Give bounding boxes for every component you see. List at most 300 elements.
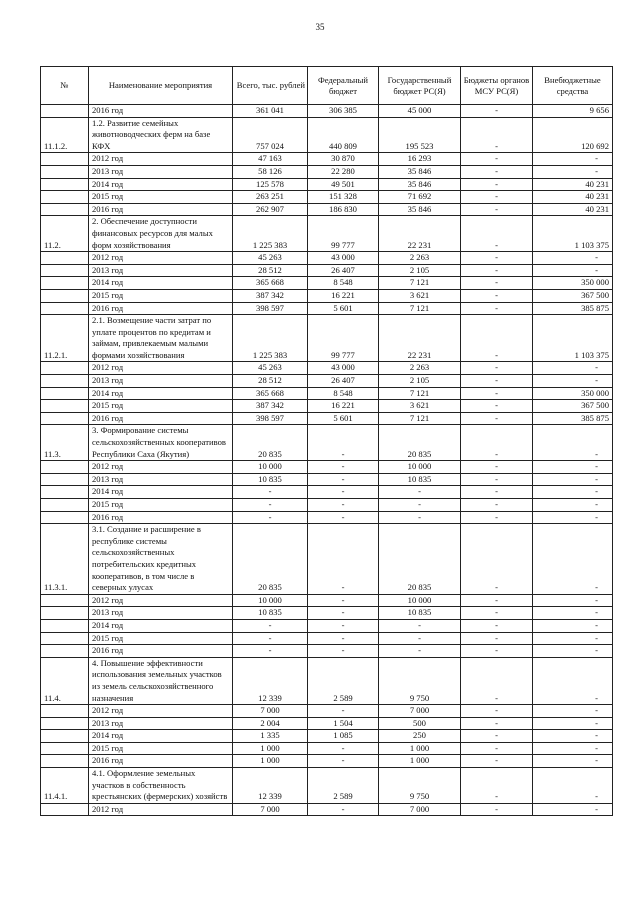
- cell-total: 45 263: [233, 362, 308, 375]
- cell-name: 2015 год: [89, 191, 233, 204]
- cell-extra: -: [533, 375, 613, 388]
- header-extra: Внебюджетные средства: [533, 67, 613, 105]
- cell-extra: -: [533, 461, 613, 474]
- year-row: [41, 105, 613, 118]
- cell-name: 2014 год: [89, 178, 233, 191]
- header-msu: Бюджеты органов МСУ РС(Я): [461, 67, 533, 105]
- cell-state: 35 846: [379, 203, 461, 216]
- cell-total: 1 000: [233, 742, 308, 755]
- cell-msu: -: [461, 657, 533, 704]
- cell-federal: 16 221: [308, 400, 379, 413]
- cell-number: [41, 264, 89, 277]
- cell-msu: -: [461, 203, 533, 216]
- cell-msu: -: [461, 400, 533, 413]
- cell-state: 7 000: [379, 803, 461, 816]
- cell-number: [41, 486, 89, 499]
- year-row: [41, 511, 613, 524]
- cell-msu: -: [461, 645, 533, 658]
- cell-msu: -: [461, 755, 533, 768]
- cell-total: 387 342: [233, 289, 308, 302]
- cell-number: [41, 387, 89, 400]
- cell-total: 365 668: [233, 387, 308, 400]
- cell-total: -: [233, 632, 308, 645]
- cell-msu: -: [461, 425, 533, 461]
- cell-total: -: [233, 511, 308, 524]
- cell-msu: -: [461, 178, 533, 191]
- cell-name: 2014 год: [89, 619, 233, 632]
- cell-federal: -: [308, 499, 379, 512]
- cell-number: [41, 594, 89, 607]
- year-row: [41, 730, 613, 743]
- cell-msu: -: [461, 619, 533, 632]
- cell-federal: 1 504: [308, 717, 379, 730]
- cell-extra: -: [533, 473, 613, 486]
- cell-state: 20 835: [379, 425, 461, 461]
- cell-msu: -: [461, 412, 533, 425]
- cell-total: 7 000: [233, 705, 308, 718]
- cell-extra: 40 231: [533, 178, 613, 191]
- cell-extra: -: [533, 730, 613, 743]
- year-row: [41, 178, 613, 191]
- cell-extra: -: [533, 742, 613, 755]
- cell-federal: 43 000: [308, 362, 379, 375]
- cell-msu: -: [461, 387, 533, 400]
- year-row: [41, 412, 613, 425]
- cell-total: 262 907: [233, 203, 308, 216]
- cell-msu: -: [461, 105, 533, 118]
- cell-total: 757 024: [233, 117, 308, 153]
- cell-total: 263 251: [233, 191, 308, 204]
- cell-msu: -: [461, 803, 533, 816]
- cell-state: 22 231: [379, 315, 461, 362]
- year-row: [41, 252, 613, 265]
- year-row: [41, 400, 613, 413]
- cell-total: 1 335: [233, 730, 308, 743]
- cell-federal: -: [308, 742, 379, 755]
- year-row: [41, 594, 613, 607]
- cell-total: 58 126: [233, 165, 308, 178]
- cell-number: [41, 705, 89, 718]
- cell-federal: -: [308, 803, 379, 816]
- cell-federal: -: [308, 486, 379, 499]
- cell-state: 71 692: [379, 191, 461, 204]
- year-row: [41, 473, 613, 486]
- cell-name: 2012 год: [89, 594, 233, 607]
- cell-federal: 1 085: [308, 730, 379, 743]
- cell-state: -: [379, 511, 461, 524]
- cell-total: 10 835: [233, 473, 308, 486]
- cell-number: [41, 755, 89, 768]
- cell-federal: -: [308, 594, 379, 607]
- cell-federal: -: [308, 607, 379, 620]
- cell-number: 11.3.1.: [41, 524, 89, 595]
- cell-name: 2016 год: [89, 645, 233, 658]
- cell-name: 2013 год: [89, 165, 233, 178]
- cell-state: 7 121: [379, 387, 461, 400]
- cell-state: 35 846: [379, 178, 461, 191]
- year-row: [41, 387, 613, 400]
- year-row: [41, 607, 613, 620]
- cell-name: 2013 год: [89, 473, 233, 486]
- cell-state: 2 263: [379, 362, 461, 375]
- cell-name: 2016 год: [89, 302, 233, 315]
- cell-msu: -: [461, 117, 533, 153]
- cell-number: [41, 619, 89, 632]
- section-row: [41, 216, 613, 252]
- cell-msu: -: [461, 511, 533, 524]
- cell-name: 2012 год: [89, 362, 233, 375]
- cell-extra: -: [533, 524, 613, 595]
- budget-table: [40, 66, 613, 816]
- cell-federal: 30 870: [308, 153, 379, 166]
- cell-name: 2.1. Возмещение части затрат по уплате процентов по кредитам и займам, привлекаемым малыми формами хозяйствования: [89, 315, 233, 362]
- cell-name: 2013 год: [89, 264, 233, 277]
- cell-name: 2015 год: [89, 289, 233, 302]
- cell-federal: 8 548: [308, 277, 379, 290]
- cell-total: 28 512: [233, 375, 308, 388]
- cell-name: 2013 год: [89, 607, 233, 620]
- cell-extra: -: [533, 165, 613, 178]
- cell-total: 1 225 383: [233, 315, 308, 362]
- cell-name: 2012 год: [89, 705, 233, 718]
- cell-federal: -: [308, 524, 379, 595]
- cell-msu: -: [461, 277, 533, 290]
- cell-total: -: [233, 645, 308, 658]
- section-row: [41, 657, 613, 704]
- cell-state: 7 000: [379, 705, 461, 718]
- year-row: [41, 264, 613, 277]
- cell-total: 45 263: [233, 252, 308, 265]
- cell-name: 2012 год: [89, 461, 233, 474]
- cell-state: 7 121: [379, 277, 461, 290]
- cell-extra: -: [533, 755, 613, 768]
- cell-extra: -: [533, 632, 613, 645]
- cell-total: 10 835: [233, 607, 308, 620]
- cell-msu: -: [461, 315, 533, 362]
- cell-extra: 120 692: [533, 117, 613, 153]
- cell-msu: -: [461, 499, 533, 512]
- cell-number: [41, 289, 89, 302]
- cell-msu: -: [461, 461, 533, 474]
- cell-state: 45 000: [379, 105, 461, 118]
- cell-number: [41, 607, 89, 620]
- section-row: [41, 768, 613, 804]
- cell-total: 365 668: [233, 277, 308, 290]
- cell-msu: -: [461, 730, 533, 743]
- cell-total: 10 000: [233, 594, 308, 607]
- cell-federal: 2 589: [308, 768, 379, 804]
- cell-msu: -: [461, 705, 533, 718]
- cell-total: 398 597: [233, 302, 308, 315]
- header-name: Наименование мероприятия: [89, 67, 233, 105]
- cell-federal: 43 000: [308, 252, 379, 265]
- cell-number: [41, 717, 89, 730]
- cell-name: 2014 год: [89, 387, 233, 400]
- header-state: Государственный бюджет РС(Я): [379, 67, 461, 105]
- cell-name: 2015 год: [89, 632, 233, 645]
- cell-number: 11.3.: [41, 425, 89, 461]
- cell-extra: -: [533, 425, 613, 461]
- cell-msu: -: [461, 607, 533, 620]
- cell-name: 2016 год: [89, 412, 233, 425]
- cell-name: 2012 год: [89, 803, 233, 816]
- cell-number: [41, 191, 89, 204]
- cell-number: [41, 412, 89, 425]
- cell-msu: -: [461, 191, 533, 204]
- cell-total: 1 000: [233, 755, 308, 768]
- cell-number: 11.2.1.: [41, 315, 89, 362]
- year-row: [41, 632, 613, 645]
- table-body: [41, 105, 613, 816]
- cell-extra: 40 231: [533, 191, 613, 204]
- cell-msu: -: [461, 216, 533, 252]
- cell-state: 500: [379, 717, 461, 730]
- cell-number: 11.1.2.: [41, 117, 89, 153]
- cell-state: -: [379, 645, 461, 658]
- cell-number: [41, 252, 89, 265]
- cell-msu: -: [461, 742, 533, 755]
- cell-extra: -: [533, 717, 613, 730]
- cell-number: [41, 178, 89, 191]
- cell-number: [41, 362, 89, 375]
- section-row: [41, 117, 613, 153]
- cell-number: [41, 165, 89, 178]
- cell-total: 361 041: [233, 105, 308, 118]
- cell-number: [41, 473, 89, 486]
- year-row: [41, 803, 613, 816]
- cell-state: 250: [379, 730, 461, 743]
- cell-name: 2016 год: [89, 755, 233, 768]
- cell-name: 2016 год: [89, 105, 233, 118]
- cell-state: 2 105: [379, 264, 461, 277]
- cell-number: [41, 203, 89, 216]
- cell-federal: -: [308, 755, 379, 768]
- cell-federal: -: [308, 461, 379, 474]
- cell-federal: 49 501: [308, 178, 379, 191]
- cell-total: 10 000: [233, 461, 308, 474]
- cell-state: 10 000: [379, 594, 461, 607]
- section-row: [41, 524, 613, 595]
- cell-msu: -: [461, 473, 533, 486]
- cell-number: [41, 632, 89, 645]
- cell-name: 2014 год: [89, 277, 233, 290]
- cell-extra: -: [533, 768, 613, 804]
- cell-msu: -: [461, 717, 533, 730]
- cell-federal: -: [308, 645, 379, 658]
- year-row: [41, 645, 613, 658]
- section-row: [41, 315, 613, 362]
- cell-name: 2016 год: [89, 203, 233, 216]
- cell-federal: 5 601: [308, 302, 379, 315]
- cell-federal: 306 385: [308, 105, 379, 118]
- cell-federal: 151 328: [308, 191, 379, 204]
- year-row: [41, 486, 613, 499]
- cell-extra: 40 231: [533, 203, 613, 216]
- cell-msu: -: [461, 302, 533, 315]
- cell-extra: 350 000: [533, 277, 613, 290]
- cell-extra: 1 103 375: [533, 315, 613, 362]
- cell-name: 2016 год: [89, 511, 233, 524]
- year-row: [41, 289, 613, 302]
- cell-federal: -: [308, 511, 379, 524]
- cell-number: 11.4.1.: [41, 768, 89, 804]
- cell-name: 4.1. Оформление земельных участков в собственность крестьянских (фермерских) хозяйств: [89, 768, 233, 804]
- cell-state: 7 121: [379, 302, 461, 315]
- cell-state: 10 835: [379, 607, 461, 620]
- cell-federal: 22 280: [308, 165, 379, 178]
- header-total: Всего, тыс. рублей: [233, 67, 308, 105]
- header-federal: Федеральный бюджет: [308, 67, 379, 105]
- cell-extra: -: [533, 645, 613, 658]
- cell-state: 195 523: [379, 117, 461, 153]
- year-row: [41, 277, 613, 290]
- cell-number: 11.2.: [41, 216, 89, 252]
- cell-state: 20 835: [379, 524, 461, 595]
- cell-state: 9 750: [379, 768, 461, 804]
- cell-name: 2013 год: [89, 375, 233, 388]
- cell-federal: 99 777: [308, 315, 379, 362]
- cell-number: [41, 105, 89, 118]
- year-row: [41, 717, 613, 730]
- cell-number: [41, 742, 89, 755]
- cell-total: 125 578: [233, 178, 308, 191]
- cell-name: 2015 год: [89, 499, 233, 512]
- cell-msu: -: [461, 632, 533, 645]
- cell-state: 1 000: [379, 742, 461, 755]
- cell-name: 2013 год: [89, 717, 233, 730]
- cell-state: -: [379, 486, 461, 499]
- cell-extra: -: [533, 153, 613, 166]
- year-row: [41, 619, 613, 632]
- cell-msu: -: [461, 264, 533, 277]
- cell-federal: 5 601: [308, 412, 379, 425]
- year-row: [41, 191, 613, 204]
- cell-state: -: [379, 499, 461, 512]
- cell-state: 22 231: [379, 216, 461, 252]
- year-row: [41, 302, 613, 315]
- cell-total: -: [233, 499, 308, 512]
- cell-number: [41, 730, 89, 743]
- cell-extra: -: [533, 362, 613, 375]
- cell-state: -: [379, 619, 461, 632]
- cell-number: [41, 461, 89, 474]
- cell-extra: -: [533, 264, 613, 277]
- cell-msu: -: [461, 524, 533, 595]
- year-row: [41, 153, 613, 166]
- year-row: [41, 461, 613, 474]
- cell-name: 2. Обеспечение доступности финансовых ресурсов для малых форм хозяйствования: [89, 216, 233, 252]
- cell-total: 12 339: [233, 768, 308, 804]
- cell-number: [41, 153, 89, 166]
- section-row: [41, 425, 613, 461]
- cell-federal: 440 809: [308, 117, 379, 153]
- page-number: 35: [315, 22, 325, 32]
- cell-extra: -: [533, 657, 613, 704]
- cell-federal: -: [308, 425, 379, 461]
- cell-federal: 2 589: [308, 657, 379, 704]
- cell-number: [41, 302, 89, 315]
- cell-extra: 385 875: [533, 302, 613, 315]
- cell-state: 3 621: [379, 289, 461, 302]
- cell-federal: 16 221: [308, 289, 379, 302]
- cell-number: [41, 277, 89, 290]
- cell-state: 2 263: [379, 252, 461, 265]
- cell-name: 2015 год: [89, 742, 233, 755]
- cell-extra: 1 103 375: [533, 216, 613, 252]
- cell-state: 3 621: [379, 400, 461, 413]
- cell-total: 12 339: [233, 657, 308, 704]
- cell-extra: -: [533, 511, 613, 524]
- cell-state: 16 293: [379, 153, 461, 166]
- cell-state: 7 121: [379, 412, 461, 425]
- cell-name: 4. Повышение эффективности использования земельных участков из земель сельскохозяйственного назначения: [89, 657, 233, 704]
- cell-number: [41, 511, 89, 524]
- cell-total: 2 004: [233, 717, 308, 730]
- cell-state: -: [379, 632, 461, 645]
- cell-federal: -: [308, 619, 379, 632]
- cell-extra: 367 500: [533, 289, 613, 302]
- cell-total: 20 835: [233, 524, 308, 595]
- year-row: [41, 375, 613, 388]
- year-row: [41, 705, 613, 718]
- cell-state: 35 846: [379, 165, 461, 178]
- cell-state: 9 750: [379, 657, 461, 704]
- cell-number: [41, 645, 89, 658]
- cell-name: 2012 год: [89, 252, 233, 265]
- cell-federal: -: [308, 473, 379, 486]
- cell-msu: -: [461, 486, 533, 499]
- cell-extra: 385 875: [533, 412, 613, 425]
- cell-extra: -: [533, 486, 613, 499]
- cell-total: 20 835: [233, 425, 308, 461]
- cell-federal: 26 407: [308, 264, 379, 277]
- cell-name: 2014 год: [89, 730, 233, 743]
- year-row: [41, 165, 613, 178]
- cell-msu: -: [461, 375, 533, 388]
- cell-state: 1 000: [379, 755, 461, 768]
- cell-extra: -: [533, 594, 613, 607]
- year-row: [41, 755, 613, 768]
- header-num: №: [41, 67, 89, 105]
- cell-name: 3.1. Создание и расширение в республике системы сельскохозяйственных потребительских кредитных кооперативов, в том числе в северных улусах: [89, 524, 233, 595]
- cell-name: 1.2. Развитие семейных животноводческих ферм на базе КФХ: [89, 117, 233, 153]
- cell-number: [41, 499, 89, 512]
- cell-extra: -: [533, 252, 613, 265]
- cell-number: 11.4.: [41, 657, 89, 704]
- cell-msu: -: [461, 153, 533, 166]
- cell-state: 10 000: [379, 461, 461, 474]
- year-row: [41, 362, 613, 375]
- cell-federal: 186 830: [308, 203, 379, 216]
- cell-extra: -: [533, 619, 613, 632]
- cell-federal: 8 548: [308, 387, 379, 400]
- cell-number: [41, 400, 89, 413]
- cell-extra: -: [533, 705, 613, 718]
- cell-msu: -: [461, 252, 533, 265]
- cell-number: [41, 803, 89, 816]
- cell-name: 2014 год: [89, 486, 233, 499]
- cell-name: 2015 год: [89, 400, 233, 413]
- cell-federal: 26 407: [308, 375, 379, 388]
- cell-federal: 99 777: [308, 216, 379, 252]
- cell-extra: -: [533, 499, 613, 512]
- cell-total: -: [233, 619, 308, 632]
- year-row: [41, 499, 613, 512]
- cell-extra: 9 656: [533, 105, 613, 118]
- header-row: [41, 67, 613, 105]
- cell-extra: 350 000: [533, 387, 613, 400]
- cell-total: 47 163: [233, 153, 308, 166]
